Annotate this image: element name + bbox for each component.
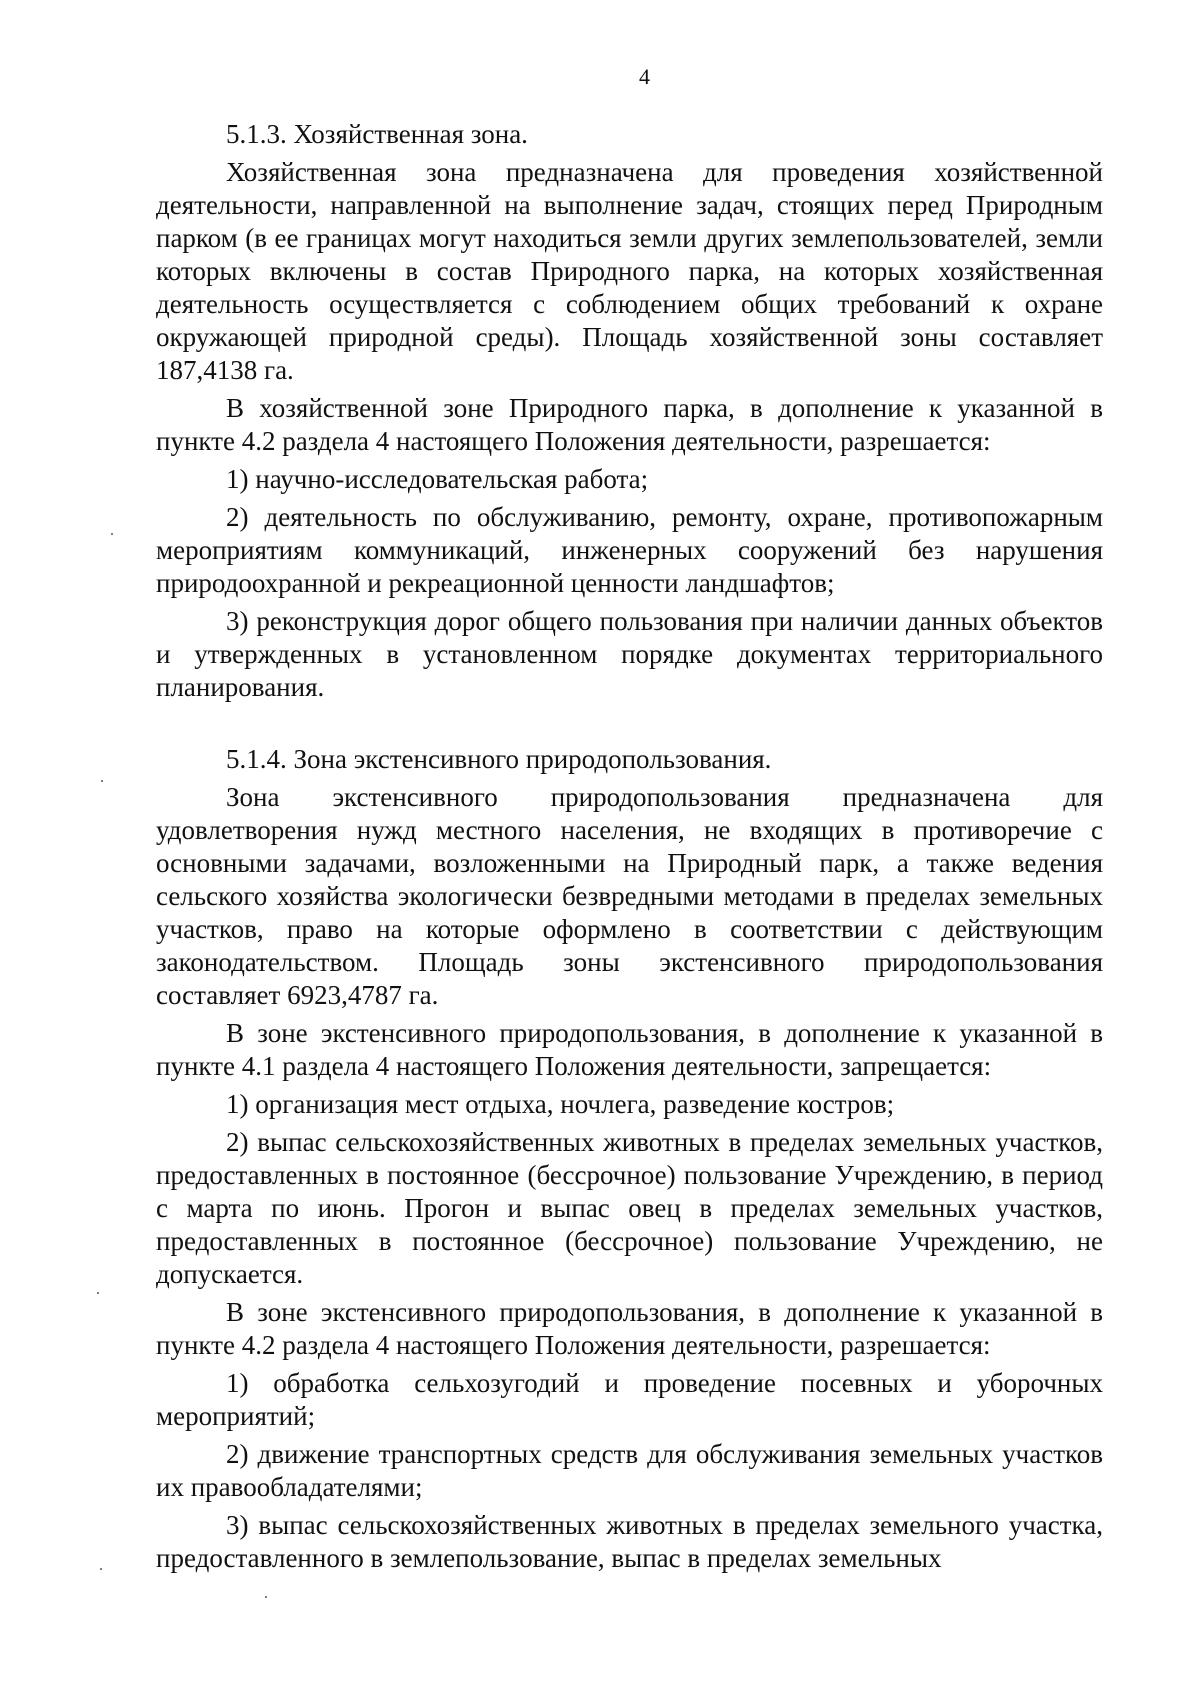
page-number: 4 xyxy=(639,64,650,89)
allowed-intro: В зоне экстенсивного природопользования, в дополнение к указанной в пункте 4.2 раздела 4 настоящего Положения деятельности, разрешается: xyxy=(156,1297,1103,1360)
allowed-intro: В хозяйственной зоне Природного парка, в дополнение к указанной в пункте 4.2 раздела 4 настоящего Положения деятельности, разрешается: xyxy=(156,393,1103,456)
allowed-item: 2) движение транспортных средств для обслуживания земельных участков их правообладателями; xyxy=(156,1439,1103,1502)
scan-speck xyxy=(100,1568,102,1570)
scan-speck xyxy=(265,1596,267,1598)
allowed-item: 3) выпас сельскохозяйственных животных в пределах земельного участка, предоставленного в землепользование, выпас в пределах земельных xyxy=(156,1510,1103,1573)
section-description: Зона экстенсивного природопользования предназначена для удовлетворения нужд местного населения, не входящих в противоречие с основными задачами, возложенными на Природный парк, а также ведения сельского хозяйства экологически безвредными методами в пределах земельных участков, право на которые оформлено в соответствии с действующим законодательством. Площадь зоны экстенсивного природопользования составляет 6923,4787 га. xyxy=(156,782,1103,1010)
prohibited-intro: В зоне экстенсивного природопользования, в дополнение к указанной в пункте 4.1 раздела 4 настоящего Положения деятельности, запрещается: xyxy=(156,1018,1103,1081)
allowed-item: 2) деятельность по обслуживанию, ремонту, охране, противопожарным мероприятиям коммуникаций, инженерных сооружений без нарушения природоохранной и рекреационной ценности ландшафтов; xyxy=(156,502,1103,598)
section-economic-zone xyxy=(156,118,1103,704)
scan-speck xyxy=(111,533,113,535)
allowed-item: 1) обработка сельхозугодий и проведение посевных и уборочных мероприятий; xyxy=(156,1368,1103,1431)
section-gap xyxy=(156,709,1103,743)
section-description: Хозяйственная зона предназначена для проведения хозяйственной деятельности, направленной на выполнение задач, стоящих перед Природным парком (в ее границах могут находиться земли других землепользователей, земли которых включены в состав Природного парка, на которых хозяйственная деятельность осуществляется с соблюдением общих требований к охране окружающей природной среды). Площадь хозяйственной зоны составляет 187,4138 га. xyxy=(156,157,1103,385)
scan-speck xyxy=(101,780,103,782)
section-extensive-zone xyxy=(156,743,1103,1575)
prohibited-item: 1) организация мест отдыха, ночлега, разведение костров; xyxy=(226,1089,895,1119)
scan-speck xyxy=(97,1292,99,1294)
section-heading: 5.1.3. Хозяйственная зона. xyxy=(226,119,528,149)
section-heading: 5.1.4. Зона экстенсивного природопользования. xyxy=(226,744,772,774)
prohibited-item: 2) выпас сельскохозяйственных животных в пределах земельных участков, предоставленных в постоянное (бессрочное) пользование Учреждению, в период с марта по июнь. Прогон и выпас овец в пределах земельных участков, предоставленных в постоянное (бессрочное) пользование Учреждению, не допускается. xyxy=(156,1127,1103,1289)
allowed-item: 1) научно-исследовательская работа; xyxy=(226,464,649,494)
allowed-item: 3) реконструкция дорог общего пользования при наличии данных объектов и утвержденных в установленном порядке документах территориального планирования. xyxy=(156,606,1103,702)
